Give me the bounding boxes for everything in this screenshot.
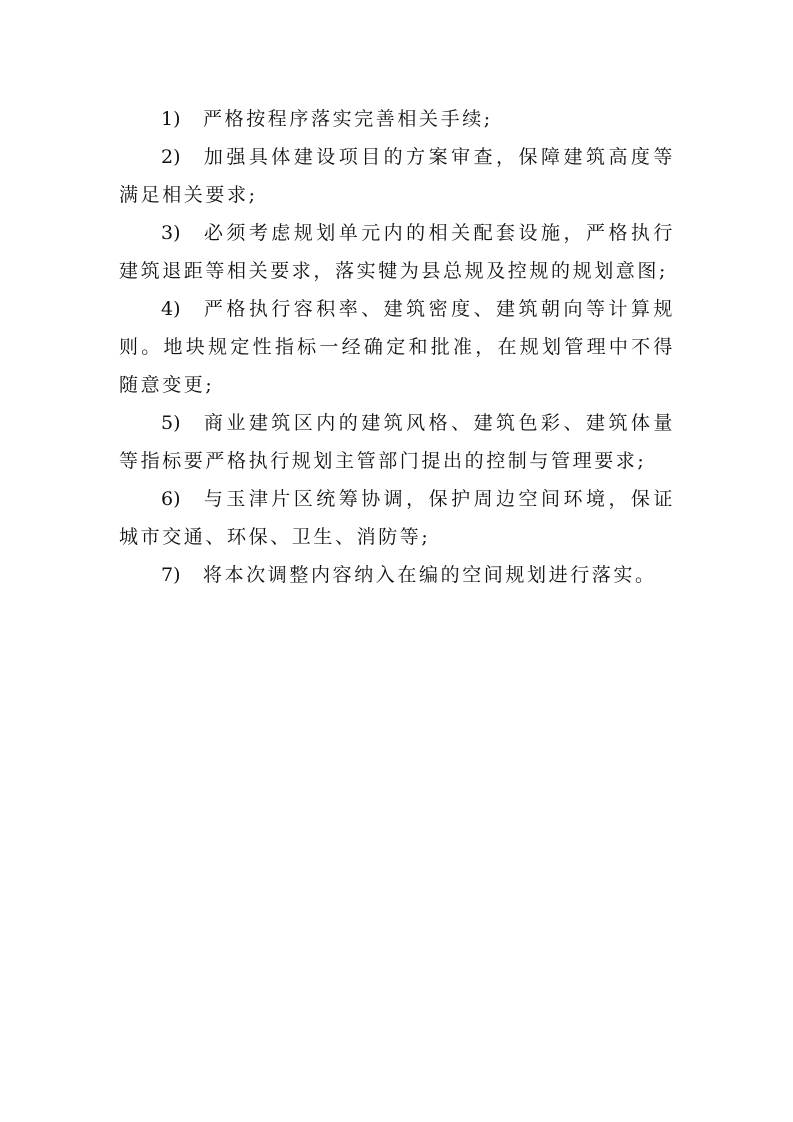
item-text: 加强具体建设项目的方案审查，保障建筑高度等满足相关要求; [119, 146, 675, 206]
list-item [119, 214, 675, 290]
item-number: 2) [161, 146, 181, 168]
item-number: 5) [161, 412, 181, 434]
list-item [119, 556, 675, 594]
item-text: 与玉津片区统筹协调，保护周边空间环境，保证城市交通、环保、卫生、消防等; [119, 488, 675, 548]
item-text: 必须考虑规划单元内的相关配套设施，严格执行建筑退距等相关要求，落实犍为县总规及控规的规划意图; [119, 222, 675, 282]
item-text: 商业建筑区内的建筑风格、建筑色彩、建筑体量等指标要严格执行规划主管部门提出的控制与管理要求; [119, 412, 675, 472]
item-number: 4) [161, 298, 181, 320]
list-item [119, 290, 675, 404]
list-item [119, 404, 675, 480]
item-text: 严格执行容积率、建筑密度、建筑朝向等计算规则。地块规定性指标一经确定和批准，在规划管理中不得随意变更; [119, 298, 675, 396]
list-item [119, 480, 675, 556]
item-number: 7) [161, 564, 181, 586]
item-text: 将本次调整内容纳入在编的空间规划进行落实。 [203, 564, 657, 586]
item-text: 严格按程序落实完善相关手续; [203, 108, 493, 130]
item-number: 1) [161, 108, 181, 130]
list-item [119, 138, 675, 214]
list-item [119, 100, 675, 138]
item-number: 3) [161, 222, 181, 244]
item-number: 6) [161, 488, 181, 510]
requirements-list [119, 100, 675, 594]
